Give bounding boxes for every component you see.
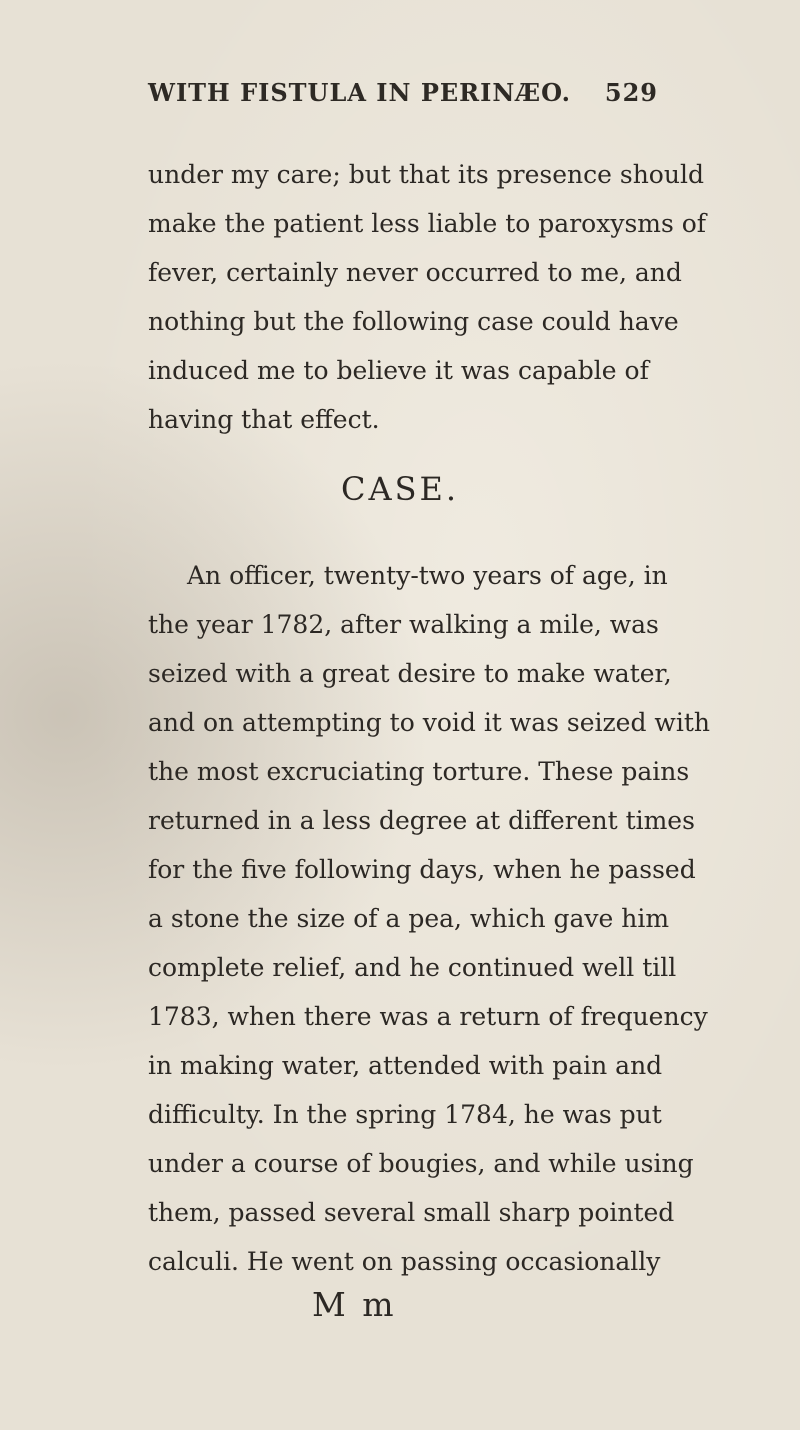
text-line: nothing but the following case could have (148, 307, 679, 336)
text-line: induced me to believe it was capable of (148, 356, 649, 385)
text-line: complete relief, and he continued well till (148, 953, 677, 982)
running-head (148, 78, 658, 118)
text-line: fever, certainly never occurred to me, and (148, 258, 682, 287)
running-head-title: WITH FISTULA IN PERINÆO. (148, 78, 571, 107)
text-line: the most excruciating torture. These pains (148, 757, 690, 786)
text-line: 1783, when there was a return of frequency (148, 1002, 708, 1031)
text-line: seized with a great desire to make water, (148, 659, 672, 688)
text-line: An officer, twenty-two years of age, in (187, 561, 668, 590)
text-line: the year 1782, after walking a mile, was (148, 610, 659, 639)
text-line: under my care; but that its presence should (148, 160, 704, 189)
text-line: under a course of bougies, and while using (148, 1149, 694, 1178)
text-line: make the patient less liable to paroxysms of (148, 209, 707, 238)
signature-mark: M m (312, 1285, 397, 1324)
text-line: returned in a less degree at different times (148, 806, 695, 835)
text-line: a stone the size of a pea, which gave him (148, 904, 670, 933)
case-heading: CASE. (340, 470, 460, 508)
text-line: calculi. He went on passing occasionally (148, 1247, 661, 1276)
text-line: them, passed several small sharp pointed (148, 1198, 675, 1227)
text-line: in making water, attended with pain and (148, 1051, 663, 1080)
text-line: difficulty. In the spring 1784, he was put (148, 1100, 662, 1129)
text-line: and on attempting to void it was seized with (148, 708, 710, 737)
text-line: for the five following days, when he passed (148, 855, 696, 884)
text-line: having that effect. (148, 405, 380, 434)
page-number: 529 (604, 78, 658, 107)
